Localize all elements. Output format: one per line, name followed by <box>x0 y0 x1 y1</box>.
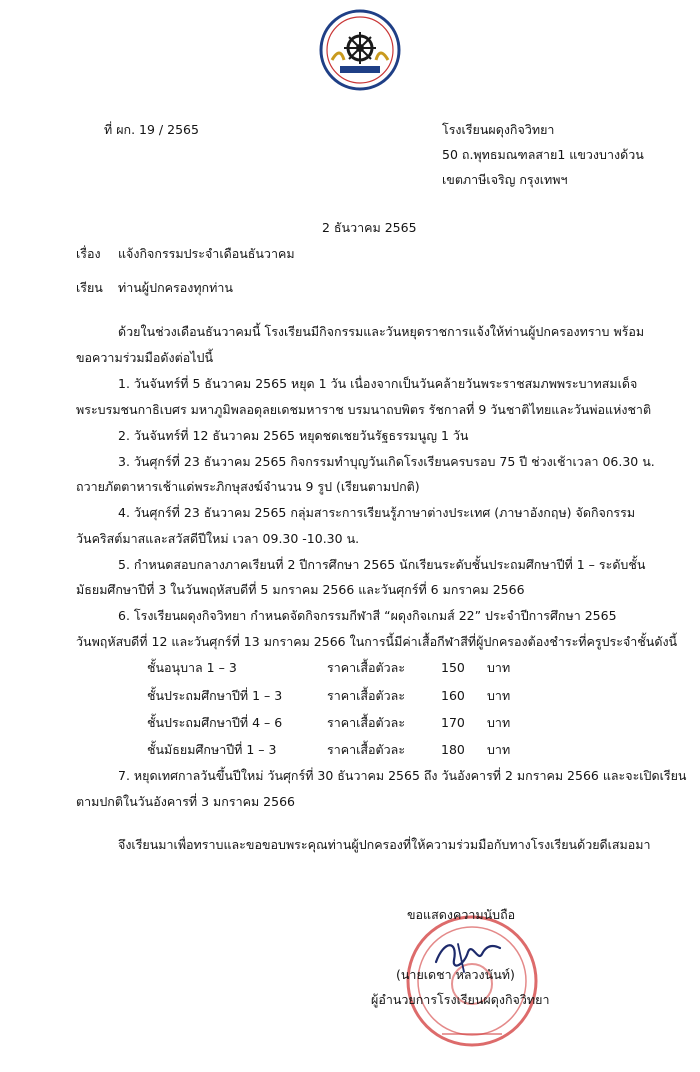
item-3-line-1: 3. วันศุกร์ที่ 23 ธันวาคม 2565 กิจกรรมทำบุญวันเกิดโรงเรียนครบรอบ 75 ปี ช่วงเช้าเวลา 06.30 น. <box>118 454 655 469</box>
shirt-price-row-level: ชั้นประถมศึกษาปีที่ 4 – 6 <box>147 715 283 730</box>
item-4-line-2: วันคริสต์มาสและสวัสดีปีใหม่ เวลา 09.30 -10.30 น. <box>76 531 360 546</box>
shirt-price-row-level: ชั้นมัธยมศึกษาปีที่ 1 – 3 <box>147 742 277 757</box>
item-1-line-1: 1. วันจันทร์ที่ 5 ธันวาคม 2565 หยุด 1 วัน เนื่องจากเป็นวันคล้ายวันพระราชสมภพพระบาทสมเด็จ <box>118 376 638 391</box>
item-2-line-1: 2. วันจันทร์ที่ 12 ธันวาคม 2565 หยุดชดเชยวันรัฐธรรมนูญ 1 วัน <box>118 428 469 443</box>
recipient-label: เรียน <box>76 280 103 295</box>
item-6-line-2: วันพฤหัสบดีที่ 12 และวันศุกร์ที่ 13 มกราคม 2566 ในการนี้มีค่าเสื้อกีฬาสีที่ผู้ปกครองต้องชำระที่ครูประจำชั้นดังนี้ <box>76 634 678 649</box>
item-7-line-2: ตามปกติในวันอังคารที่ 3 มกราคม 2566 <box>76 794 295 809</box>
shirt-price-row-price: 170 <box>441 715 465 730</box>
shirt-price-row-label: ราคาเสื้อตัวละ <box>327 715 406 730</box>
intro-line-1: ด้วยในช่วงเดือนธันวาคมนี้ โรงเรียนมีกิจกรรมและวันหยุดราชการแจ้งให้ท่านผู้ปกครองทราบ พร้อม <box>118 324 645 339</box>
school-address-line-2: เขตภาษีเจริญ กรุงเทพฯ <box>442 172 568 187</box>
shirt-price-row-label: ราคาเสื้อตัวละ <box>327 660 406 675</box>
signer-title: ผู้อำนวยการโรงเรียนผดุงกิจวิทยา <box>371 992 550 1007</box>
shirt-price-row-label: ราคาเสื้อตัวละ <box>327 688 406 703</box>
intro-line-2: ขอความร่วมมือดังต่อไปนี้ <box>76 350 214 365</box>
item-7-line-1: 7. หยุดเทศกาลวันขึ้นปีใหม่ วันศุกร์ที่ 30 ธันวาคม 2565 ถึง วันอังคารที่ 2 มกราคม 2566 และจะเปิดเรียน <box>118 768 687 783</box>
item-1-line-2: พระบรมชนกาธิเบศร มหาภูมิพลอดุลยเดชมหาราช บรมนาถบพิตร รัชกาลที่ 9 วันชาติไทยและวันพ่อแห่งชาติ <box>76 402 652 417</box>
school-address-line-1: 50 ถ.พุทธมณฑลสาย1 แขวงบางด้วน <box>442 147 644 162</box>
recipient-text: ท่านผู้ปกครองทุกท่าน <box>118 280 233 295</box>
shirt-price-row-price: 180 <box>441 742 465 757</box>
signer-name: (นายเดชา หลวงนันท์) <box>396 967 515 982</box>
school-emblem-icon <box>318 8 402 92</box>
item-5-line-1: 5. กำหนดสอบกลางภาคเรียนที่ 2 ปีการศึกษา 2565 นักเรียนระดับชั้นประถมศึกษาปีที่ 1 – ระดับชั้น <box>118 557 646 572</box>
shirt-price-row-level: ชั้นอนุบาล 1 – 3 <box>147 660 237 675</box>
subject-text: แจ้งกิจกรรมประจำเดือนธันวาคม <box>118 246 295 261</box>
shirt-price-row-level: ชั้นประถมศึกษาปีที่ 1 – 3 <box>147 688 283 703</box>
item-4-line-1: 4. วันศุกร์ที่ 23 ธันวาคม 2565 กลุ่มสาระการเรียนรู้ภาษาต่างประเทศ (ภาษาอังกฤษ) จัดกิจกรรม <box>118 505 636 520</box>
shirt-price-row-unit: บาท <box>487 742 511 757</box>
letter-date: 2 ธันวาคม 2565 <box>322 220 417 235</box>
closing-regards: ขอแสดงความนับถือ <box>407 907 516 922</box>
shirt-price-row-unit: บาท <box>487 660 511 675</box>
shirt-price-row-price: 160 <box>441 688 465 703</box>
reference-number: ที่ ผก. 19 / 2565 <box>104 122 199 137</box>
shirt-price-row-label: ราคาเสื้อตัวละ <box>327 742 406 757</box>
item-5-line-2: มัธยมศึกษาปีที่ 3 ในวันพฤหัสบดีที่ 5 มกราคม 2566 และวันศุกร์ที่ 6 มกราคม 2566 <box>76 582 525 597</box>
school-name: โรงเรียนผดุงกิจวิทยา <box>442 122 555 137</box>
shirt-price-row-unit: บาท <box>487 715 511 730</box>
item-3-line-2: ถวายภัตตาหารเช้าแด่พระภิกษุสงฆ์จำนวน 9 รูป (เรียนตามปกติ) <box>76 479 420 494</box>
shirt-price-row-price: 150 <box>441 660 465 675</box>
shirt-price-row-unit: บาท <box>487 688 511 703</box>
subject-label: เรื่อง <box>76 246 101 261</box>
item-6-line-1: 6. โรงเรียนผดุงกิจวิทยา กำหนดจัดกิจกรรมกีฬาสี “ผดุงกิจเกมส์ 22” ประจำปีการศึกษา 2565 <box>118 608 617 623</box>
closing-paragraph: จึงเรียนมาเพื่อทราบและขอขอบพระคุณท่านผู้ปกครองที่ให้ความร่วมมือกับทางโรงเรียนด้วยดีเสมอมา <box>118 837 651 852</box>
